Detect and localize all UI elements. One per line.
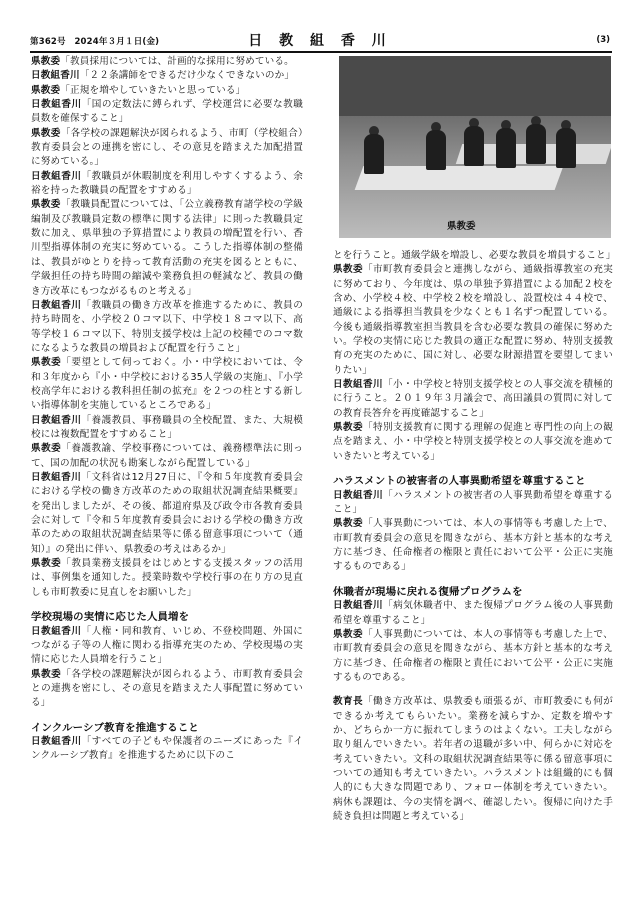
speaker-label: 日教組香川 bbox=[31, 70, 80, 82]
speaker-label: 日教組香川 bbox=[31, 299, 82, 311]
statement-text: 「教員採用については、計画的な採用に努めている。 bbox=[60, 56, 294, 67]
statement-text: 「要望として伺っておく。小・中学校においては、令和３年度から『小・中学校における35人学級の実施』、『小学校高学年における教科担任制の拡充』を２つの柱とする新しい指導体制を実施しているところである」 bbox=[31, 357, 303, 412]
statement bbox=[31, 170, 303, 199]
speaker-label: 教育長 bbox=[333, 696, 364, 708]
statement-text: 「養護教諭、学校事務については、義務標準法に則って、国の加配の状況も勘案しながら配置している」 bbox=[31, 443, 303, 469]
statement-text: 「正規を増やしていきたいと思っている」 bbox=[60, 84, 246, 96]
speaker-label: 県教委 bbox=[31, 357, 62, 369]
statement bbox=[31, 625, 303, 668]
statement bbox=[31, 471, 303, 557]
photo-caption: 県教委 bbox=[447, 221, 476, 232]
statement bbox=[333, 599, 613, 628]
statement bbox=[333, 628, 613, 685]
meeting-photo bbox=[339, 56, 611, 238]
statement bbox=[31, 198, 303, 298]
page-header bbox=[30, 30, 610, 50]
speaker-label: 日教組香川 bbox=[31, 99, 82, 111]
page-number: (3) bbox=[596, 35, 610, 45]
speaker-label: 県教委 bbox=[31, 668, 62, 680]
statement-text: 「病気休職者中、また復帰プログラム後の人事異動希望を尊重すること」 bbox=[333, 600, 614, 626]
speaker-label: 県教委 bbox=[333, 422, 364, 434]
statement bbox=[333, 517, 613, 574]
statement bbox=[31, 69, 303, 83]
statement bbox=[31, 442, 303, 471]
left-column bbox=[31, 55, 303, 764]
statement-text: 「文科省は12月27日に、『令和５年度教育委員会における学校の働き方改革のための取組状況調査結果概要』を発出しましたが、その後、都道府県及び政令市各教育委員会に対して『令和５年度教育委員会における学校の働き方改革のための取組状況調査結果等に係る留意事項について（通知）』の発出に伴い、県教委の考えはあるか」 bbox=[31, 471, 303, 555]
statement-text: 「２２条講師をできるだけ少なくできないのか」 bbox=[79, 70, 295, 82]
statement-text: 「特別支援教育に関する理解の促進と専門性の向上の観点を踏まえ、小・中学校と特別支援学校との人事交流を進めていきたいと考えている」 bbox=[333, 422, 613, 462]
speaker-label: 県教委 bbox=[31, 84, 61, 96]
newsletter-title: 日 教 組 香 川 bbox=[248, 33, 392, 49]
section-gap bbox=[333, 575, 613, 585]
statement-text: 「小・中学校と特別支援学校との人事交流を積極的に行うこと。２０１９年３月議会で、高田議員の質問に対しての教育長答弁を再度確認すること」 bbox=[333, 379, 613, 419]
issue-date: 第362号 2024年３月１日(金) bbox=[30, 37, 160, 47]
speaker-label: 日教組香川 bbox=[31, 170, 82, 182]
statement-text: 「人事異動については、本人の事情等も考慮した上で、市町教育委員会の意見を聞きながら、基本方針と基本的な考え方に基づき、任命権者の権限と責任において公平・公正に実施するものである。 bbox=[333, 628, 613, 683]
speaker-label: 日教組香川 bbox=[31, 736, 82, 748]
statement-text: 「人事異動については、本人の事情等も考慮した上で、市町教育委員会の意見を聞きながら、基本方針と基本的な考え方に基づき、任命権者の権限と責任において公平・公正に実施するものである」 bbox=[333, 518, 613, 573]
speaker-label: 日教組香川 bbox=[31, 414, 82, 426]
statement bbox=[31, 98, 303, 127]
statement-text: 「教職員配置については、「公立義務教育諸学校の学級編制及び教職員定数の標準に関する法律」に則った教職員定数に加え、県単独の予算措置により教員の増配置を行い、香川型指導体制の充実に努めている。こうした指導体制の整備は、教員がゆとりを持って教育活動の充実を図るとともに、学級担任の持ち時間の縮減や業務負担の軽減など、教員の働き方改革にもつながるものと考える」 bbox=[31, 199, 303, 297]
statement bbox=[333, 489, 613, 518]
statement-text: 「各学校の課題解決が図られるよう、市町教育委員会との連携を密にし、その意見を踏まえた人事配置に努めている」 bbox=[31, 668, 303, 709]
statement bbox=[31, 84, 303, 98]
statement-text: 「教職員が休暇制度を利用しやすくするよう、余裕を持った教職員の配置をすすめる」 bbox=[31, 170, 303, 197]
statement-text: 「ハラスメントの被害者の人事異動希望を尊重すること」 bbox=[333, 489, 613, 515]
speaker-label: 県教委 bbox=[333, 264, 364, 276]
statement bbox=[31, 356, 303, 413]
statement-text: 「働き方改革は、県教委も頑張るが、市町教委にも何ができるか考えてもらいたい。業務を減らすか、定数を増やすか、どちらか一方に振れてしまうのはよくない。工夫しながら取り組んでいきたい。若年者の退職が多い中、何らかに対応を考えていきたい。文科の取組状況調査結果等に係る留意事項についての通知も考えていきたい。ハラスメントは組織的にも個人的にも大きな問題であり、フォロー体制を考えていきたい。病休も課題は、今の実情を調べ、確認したい。復帰に向けた手続き負担は問題と考えている」 bbox=[333, 696, 613, 823]
section-gap bbox=[333, 464, 613, 474]
statement bbox=[31, 735, 303, 764]
speaker-label: 県教委 bbox=[31, 56, 61, 67]
speaker-label: 県教委 bbox=[31, 127, 61, 139]
section-gap bbox=[31, 711, 303, 721]
statement-text: 「すべての子どもや保護者のニーズにあった『インクルーシブ教育』を推進するために以下のこ bbox=[31, 736, 304, 762]
statement-text: 「教職員の働き方改革を推進するために、教員の持ち時間を、小学校２０コマ以下、中学校１８コマ以下、高等学校１６コマ以下、特別支援学校は上記の校種でのコマ数になるような教員の増員および配置を行うこと」 bbox=[31, 299, 303, 354]
header-rule bbox=[30, 51, 612, 53]
statement bbox=[333, 249, 616, 263]
speaker-label: 日教組香川 bbox=[31, 625, 82, 637]
statement-text: 「各学校の課題解決が図られるよう、市町（学校組合）教育委員会との連携を密にし、その意見を踏まえた加配措置に努めている。」 bbox=[31, 127, 304, 168]
speaker-label: 県教委 bbox=[31, 199, 61, 211]
statement bbox=[333, 263, 613, 378]
speaker-label: 県教委 bbox=[31, 558, 62, 570]
speaker-label: 日教組香川 bbox=[31, 471, 82, 483]
speaker-label: 県教委 bbox=[333, 518, 364, 530]
statement bbox=[333, 695, 613, 824]
statement-text: 「国の定数法に縛られず、学校運営に必要な教職員数を確保すること」 bbox=[31, 99, 304, 125]
statement bbox=[333, 421, 613, 464]
speaker-label: 日教組香川 bbox=[333, 600, 384, 612]
statement-text: 「人権・同和教育、いじめ、不登校問題、外国につながる子等の人権に関わる指導充実のため、学校現場の実情に応じた人員増を行うこと」 bbox=[31, 625, 304, 666]
statement-text: とを行うこと。通級学級を増設し、必要な教員を増員すること」 bbox=[333, 250, 616, 261]
section-gap bbox=[333, 685, 613, 695]
statement-text: 「養護教員、事務職員の全校配置、また、大規模校には複数配置をすすめること」 bbox=[31, 414, 303, 440]
statement bbox=[333, 378, 613, 421]
speaker-label: 日教組香川 bbox=[333, 379, 384, 391]
statement bbox=[31, 55, 303, 69]
statement-text: 「市町教育委員会と連携しながら、通級指導教室の充実に努めており、今年度は、県の単独予算措置による加配２校を含め、小学校４校、中学校２校を増設し、設置校は４４校で、通級による指導担当教員を少なくとも１名ずつ配置している。今後も通級指導教室担当教員を含む必要な教員の確保に努めたい。学校の実情に応じた教員の適正な配置に努め、特別支援教育の充実のために、国に対し、必要な財源措置を要望してまいりたい」 bbox=[333, 264, 613, 376]
statement bbox=[31, 299, 303, 356]
speaker-label: 県教委 bbox=[333, 628, 364, 640]
speaker-label: 日教組香川 bbox=[333, 489, 384, 501]
statement bbox=[31, 414, 303, 443]
statement bbox=[31, 127, 303, 170]
section-heading: 休職者が現場に戻れる復帰プログラムを bbox=[333, 585, 523, 598]
statement bbox=[31, 557, 303, 600]
statement-text: 「教員業務支援員をはじめとする支援スタッフの活用は、事例集を通知した。授業時数や学校行事の在り方の見直しも市町教委に見直しをお願いした」 bbox=[31, 558, 303, 598]
section-heading: ハラスメントの被害者の人事異動希望を尊重すること bbox=[333, 475, 586, 488]
section-heading: インクルーシブ教育を推進すること bbox=[31, 721, 199, 734]
section-gap bbox=[31, 600, 303, 610]
right-column bbox=[333, 249, 616, 824]
speaker-label: 県教委 bbox=[31, 443, 62, 455]
statement bbox=[31, 668, 303, 711]
section-heading: 学校現場の実情に応じた人員増を bbox=[31, 611, 190, 624]
